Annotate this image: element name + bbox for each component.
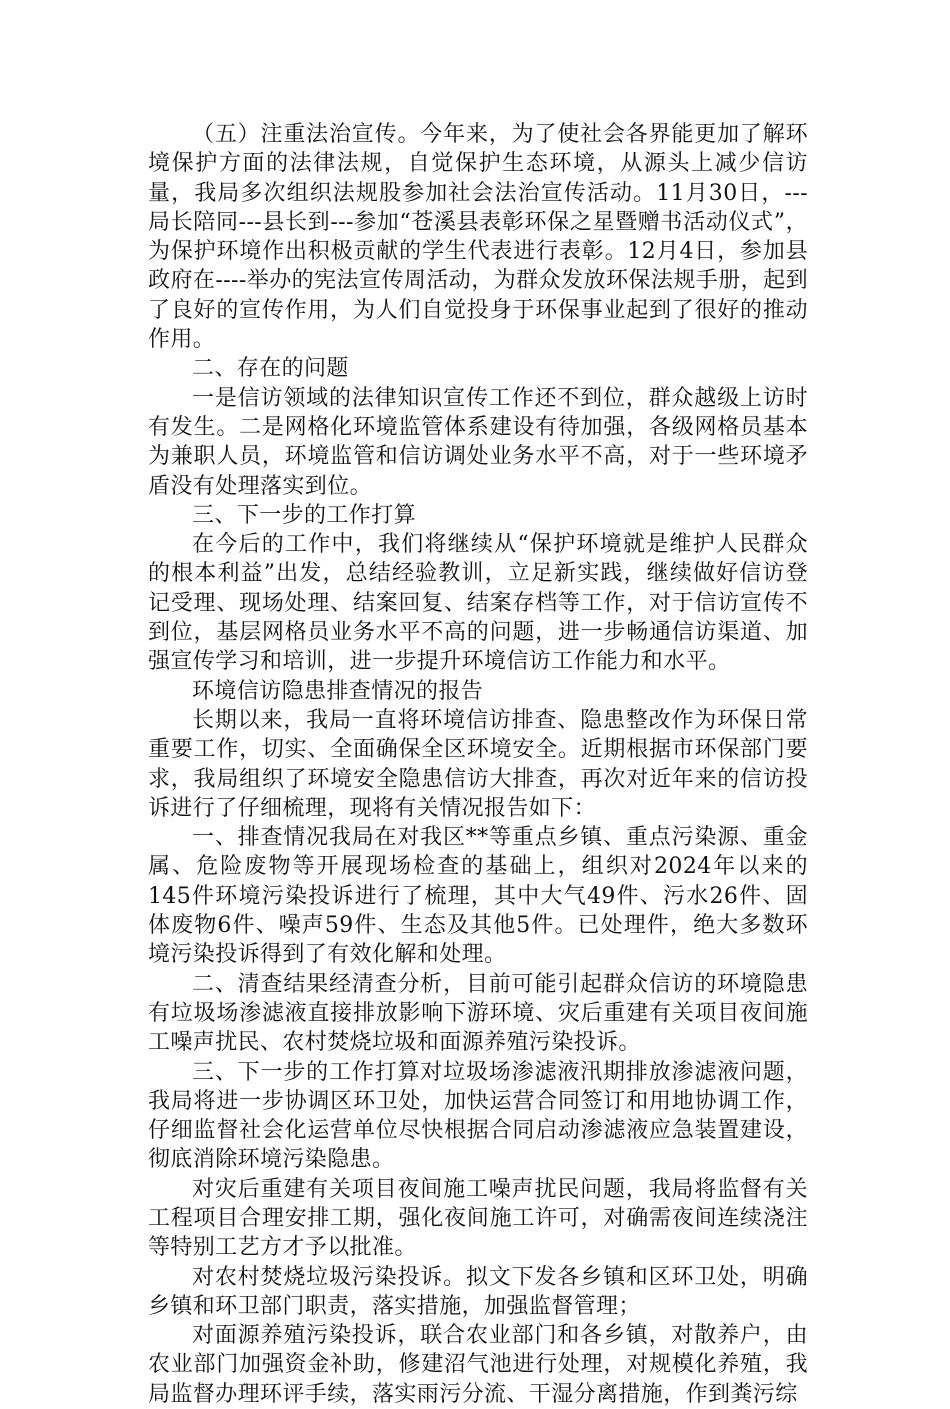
- document-body: [148, 120, 808, 1409]
- paragraph-plan-leachate: 三、下一步的工作打算对垃圾场渗滤液汛期排放渗滤液问题，我局将进一步协调区环卫处，加快运营合同签订和用地协调工作，仔细监督社会化运营单位尽快根据合同启动渗滤液应急装置建设，彻底消除环境污染隐患。: [148, 1059, 808, 1173]
- paragraph-plan-burning: 对农村焚烧垃圾污染投诉。拟文下发各乡镇和区环卫处，明确乡镇和环卫部门职责，落实措施，加强监督管理；: [148, 1264, 808, 1319]
- heading-next-steps: 三、下一步的工作打算: [192, 502, 417, 528]
- paragraph-plan-livestock: 对面源养殖污染投诉，联合农业部门和各乡镇，对散养户，由农业部门加强资金补助，修建沼气池进行处理，对规模化养殖，我局监督办理环评手续，落实雨污分流、干湿分离措施，作到粪污综: [148, 1323, 808, 1407]
- paragraph-findings: 二、清查结果经清查分析，目前可能引起群众信访的环境隐患有垃圾场渗滤液直接排放影响下游环境、灾后重建有关项目夜间施工噪声扰民、农村焚烧垃圾和面源养殖污染投诉。: [148, 971, 808, 1056]
- paragraph-legal-publicity: （五）注重法治宣传。今年来，为了使社会各界能更加了解环境保护方面的法律法规，自觉保护生态环境，从源头上减少信访量，我局多次组织法规股参加社会法治宣传活动。11月30日，---局长陪同---县长到---参加“苍溪县表彰环保之星暨赠书活动仪式”，为保护环境作出积极贡献的学生代表进行表彰。12月4日，参加县政府在----举办的宪法宣传周活动，为群众发放环保法规手册，起到了良好的宣传作用，为人们自觉投身于环保事业起到了很好的推动作用。: [148, 122, 808, 353]
- paragraph-next-steps: 在今后的工作中，我们将继续从“保护环境就是维护人民群众的根本利益”出发，总结经验教训，立足新实践，继续做好信访登记受理、现场处理、结案回复、结案存档等工作，对于信访宣传不到位，基层网格员业务水平不高的问题，进一步畅通信访渠道、加强宣传学习和培训，进一步提升环境信访工作能力和水平。: [148, 532, 808, 675]
- report-title: 环境信访隐患排查情况的报告: [192, 678, 484, 704]
- paragraph-plan-noise: 对灾后重建有关项目夜间施工噪声扰民问题，我局将监督有关工程项目合理安排工期，强化夜间施工许可，对确需夜间连续浇注等特别工艺方才予以批准。: [148, 1176, 808, 1261]
- paragraph-problems: 一是信访领域的法律知识宣传工作还不到位，群众越级上访时有发生。二是网格化环境监管体系建设有待加强，各级网格员基本为兼职人员，环境监管和信访调处业务水平不高，对于一些环境矛盾没有处理落实到位。: [148, 385, 808, 499]
- heading-existing-problems: 二、存在的问题: [192, 356, 349, 382]
- paragraph-investigation: 一、排查情况我局在对我区**等重点乡镇、重点污染源、重金属、危险废物等开展现场检查的基础上，组织对2024年以来的145件环境污染投诉进行了梳理，其中大气49件、污水26件、固体废物6件、噪声59件、生态及其他5件。已处理件，绝大多数环境污染投诉得到了有效化解和处理。: [148, 825, 808, 968]
- paragraph-report-intro: 长期以来，我局一直将环境信访排查、隐患整改作为环保日常重要工作，切实、全面确保全区环境安全。近期根据市环保部门要求，我局组织了环境安全隐患信访大排查，再次对近年来的信访投诉进行了仔细梳理，现将有关情况报告如下：: [148, 707, 808, 821]
